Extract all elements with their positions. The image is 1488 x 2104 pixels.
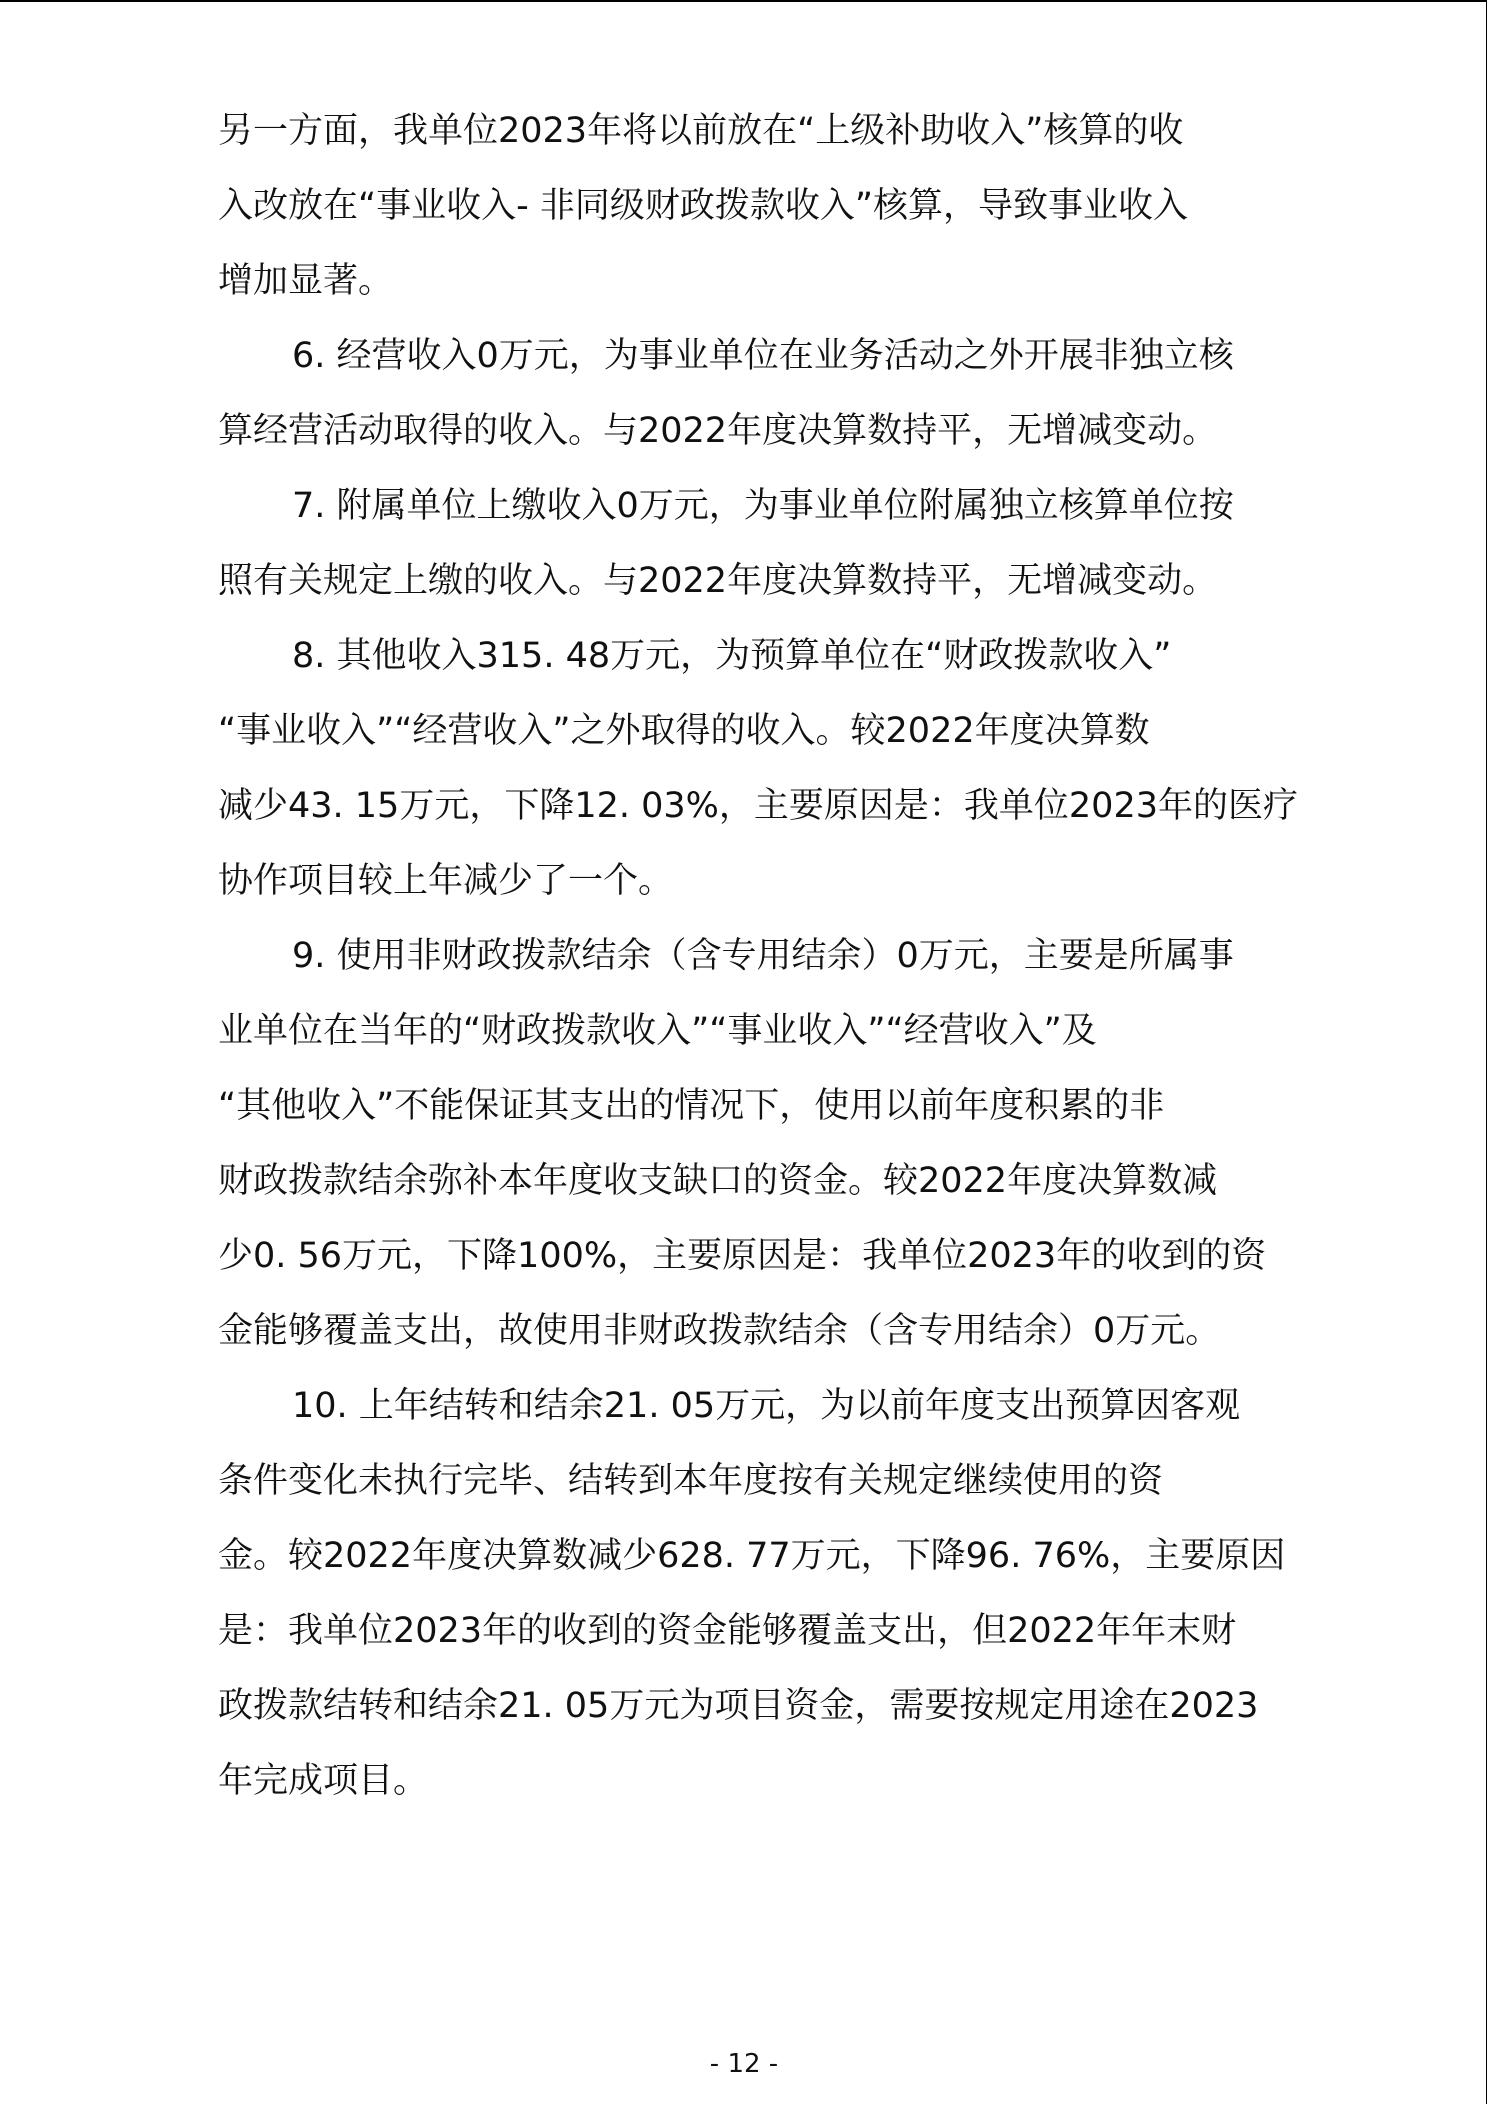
body-text: [218, 94, 1298, 1819]
text-line: 协作项目较上年减少了一个。: [218, 861, 674, 901]
text-line: 另一方面，我单位2023年将以前放在“上级补助收入”核算的收: [218, 111, 1184, 151]
text-line: “事业收入”“经营收入”之外取得的收入。较2022年度决算数: [218, 711, 1150, 751]
text-line: 增加显著。: [218, 261, 394, 301]
text-line: 减少43. 15万元，下降12. 03%，主要原因是：我单位2023年的医疗: [218, 786, 1298, 826]
text-line: 少0. 56万元，下降100%，主要原因是：我单位2023年的收到的资: [218, 1236, 1267, 1276]
text-line: 金。较2022年度决算数减少628. 77万元，下降96. 76%，主要原因: [218, 1536, 1286, 1576]
text-line: 业单位在当年的“财政拨款收入”“事业收入”“经营收入”及: [218, 1011, 1097, 1051]
text-line: 是：我单位2023年的收到的资金能够覆盖支出，但2022年年末财: [218, 1611, 1237, 1651]
text-line: 照有关规定上缴的收入。与2022年度决算数持平，无增减变动。: [218, 561, 1218, 601]
text-line: 算经营活动取得的收入。与2022年度决算数持平，无增减变动。: [218, 411, 1218, 451]
paragraph-10-start: 10. 上年结转和结余21. 05万元，为以前年度支出预算因客观: [292, 1386, 1241, 1426]
paragraph-9-start: 9. 使用非财政拨款结余（含专用结余）0万元，主要是所属事: [292, 936, 1234, 976]
text-line: 金能够覆盖支出，故使用非财政拨款结余（含专用结余）0万元。: [218, 1311, 1221, 1351]
paragraph-6-start: 6. 经营收入0万元，为事业单位在业务活动之外开展非独立核: [292, 336, 1234, 376]
page-number: - 12 -: [709, 2049, 779, 2079]
paragraph-7-start: 7. 附属单位上缴收入0万元，为事业单位附属独立核算单位按: [292, 486, 1234, 526]
text-line: “其他收入”不能保证其支出的情况下，使用以前年度积累的非: [218, 1086, 1165, 1126]
text-line: 政拨款结转和结余21. 05万元为项目资金，需要按规定用途在2023: [218, 1686, 1259, 1726]
text-line: 入改放在“事业收入- 非同级财政拨款收入”核算，导致事业收入: [218, 186, 1189, 226]
text-line: 年完成项目。: [218, 1761, 429, 1801]
paragraph-8-start: 8. 其他收入315. 48万元，为预算单位在“财政拨款收入”: [292, 636, 1172, 676]
text-line: 财政拨款结余弥补本年度收支缺口的资金。较2022年度决算数减: [218, 1161, 1218, 1201]
text-line: 条件变化未执行完毕、结转到本年度按有关规定继续使用的资: [218, 1461, 1164, 1501]
